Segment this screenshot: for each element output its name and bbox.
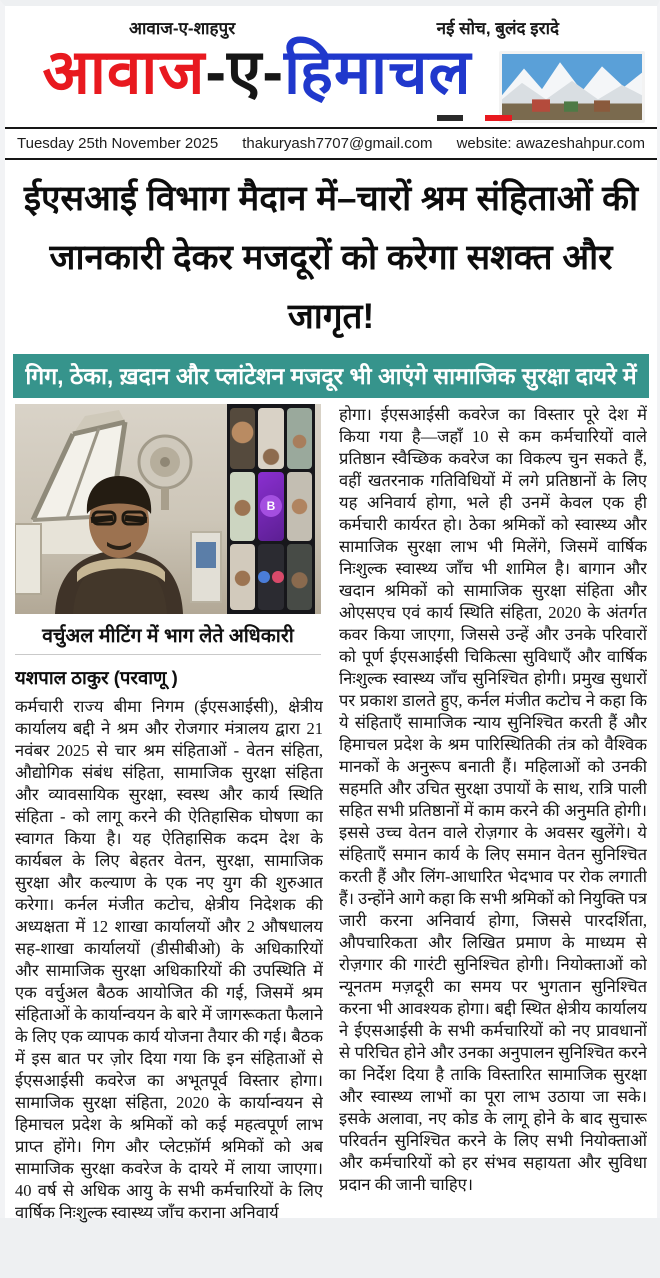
masthead-title-mid: ए	[227, 38, 263, 107]
virtual-meeting-photo	[15, 404, 321, 614]
participant-tile-avatar	[258, 472, 283, 541]
tagline-right: नई सोच, बुलंद इरादे	[436, 19, 559, 38]
masthead	[5, 6, 657, 123]
masthead-title-red: आवाज	[42, 38, 206, 107]
article-text-right: होगा। ईएसआईसी कवरेज का विस्तार पूरे देश में किया गया है—जहाँ 10 से कम कर्मचारियों वाले प्रतिष्ठान स्वैच्छिक कवरेज का विकल्प चुन सकते हैं, वहीं खतरनाक गतिविधियों में लगे प्रतिष्ठानों के लिए यह अनिवार्य होगा, भले ही उनमें केवल एक ही कर्मचारी कार्यरत हो। ठेका श्रमिकों को स्वास्थ्य और सामाजिक सुरक्षा लाभ भी मिलेंगे, जिसमें वार्षिक निःशुल्क स्वास्थ्य जाँच भी शामिल है। बागान और खदान श्रमिकों को सामाजिक सुरक्षा संहिता और ओएसएच एवं कार्य स्थिति संहिता, 2020 के अंतर्गत कवर किया जाएगा, जिससे उन्हें और उनके परिवारों को पूर्ण ईएसआईसी चिकित्सा सुविधाएँ और वार्षिक निःशुल्क स्वास्थ्य जाँच सुनिश्चित होगी। प्रमुख सुधारों पर प्रकाश डालते हुए, कर्नल मंजीत कटोच ने कहा कि ये संहिताएँ सामाजिक न्याय सुनिश्चित करती हैं और हिमाचल प्रदेश के श्रम पारिस्थितिकी तंत्र को वैश्विक मानकों के अनुरूप बनाती हैं। महिलाओं को उनकी सहमति और उचित सुरक्षा उपायों के साथ, रात्रि पाली सहित सभी प्रतिष्ठानों में काम करने की अनुमति होगी। इससे उच्च वेतन वाले रोज़गार के अवसर खुलेंगे। ये संहिताएँ समान कार्य के लिए समान वेतन सुनिश्चित करती हैं और लिंग-आधारित भेदभाव पर रोक लगाती हैं। उन्होंने आगे कहा कि सभी श्रमिकों को नियुक्ति पत्र जारी करना अनिवार्य होगा, जिससे पारदर्शिता, औपचारिकता और लिखित प्रमाण के माध्यम से रोज़गार की गारंटी सुनिश्चित होगी। नियोक्ताओं को न्यूनतम मज़दूरी का समय पर भुगतान सुनिश्चित करना भी आवश्यक होगा। बद्दी स्थित क्षेत्रीय कार्यालय ने ईएसआईसी के सभी कर्मचारियों को नए प्रावधानों से परिचित होने और उनका अनुपालन सुनिश्चित करने का निर्देश दिया है ताकि विस्तारित सामाजिक सुरक्षा और स्वास्थ्य लाभों का पूरा लाभ उठाया जा सके। इसके अलावा, नए कोड के लागू होने के बाद सुचारू परिवर्तन सुनिश्चित करने के लिए सभी नियोक्ताओं और कर्मचारियों को हर संभव सहायता और सुविधा प्रदान की जानी चाहिए।	[339, 405, 647, 1195]
black-dash	[437, 115, 463, 121]
masthead-title-sep1: -	[205, 38, 228, 107]
left-column	[15, 404, 323, 1270]
participant-dot	[272, 571, 284, 583]
participant-tile	[287, 472, 312, 541]
video-conference-grid	[227, 404, 315, 614]
masthead-title-blue: हिमाचल	[283, 38, 472, 107]
masthead-title-sep2: -	[262, 38, 284, 107]
info-bar	[5, 127, 657, 160]
article-body	[5, 398, 657, 1278]
headline-line2: जानकारी देकर मजदूरों को करेगा सशक्त और जागृत!	[49, 237, 613, 336]
red-dash	[485, 115, 512, 121]
participant-tile	[230, 472, 255, 541]
main-headline	[5, 160, 657, 352]
news-photo-figure	[15, 404, 323, 655]
masthead-mountain-image	[499, 51, 645, 123]
byline: यशपाल ठाकुर (परवाणू )	[15, 667, 178, 689]
masthead-main	[11, 39, 651, 123]
avatar: B	[260, 495, 282, 517]
more-participants-tile	[258, 544, 283, 610]
mountain-illustration	[502, 54, 642, 120]
tagline-left: आवाज-ए-शाहपुर	[129, 19, 236, 38]
contact-email: thakuryash7707@gmail.com	[242, 135, 433, 152]
article-text-left: कर्मचारी राज्य बीमा निगम (ईएसआईसी), क्षेत्रीय कार्यालय बद्दी ने श्रम और रोजगार मंत्रालय द्वारा 21 नवंबर 2025 से चार श्रम संहिताओं - वेतन संहिता, औद्योगिक संबंध संहिता, सामाजिक सुरक्षा संहिता और व्यावसायिक सुरक्षा, स्वस्थ और कार्य स्थिति संहिता - को लागू करने की ऐतिहासिक घोषणा का स्वागत किया है। यह ऐतिहासिक कदम देश के कार्यबल के लिए बेहतर वेतन, सुरक्षा, सामाजिक सुरक्षा और कल्याण के एक नए युग की शुरुआत करेगा। कर्नल मंजीत कटोच, क्षेत्रीय निदेशक की अध्यक्षता में 12 शाखा कार्यालयों और 2 औषधालय सह-शाखा कार्यालयों (डीसीबीओ) के अधिकारियों और सामाजिक सुरक्षा अधिकारियों की उपस्थिति में एक वर्चुअल बैठक आयोजित की गई, जिसमें श्रम संहिताओं के कार्यान्वयन के बारे में जागरूकता फैलाने के लिए एक व्यापक कार्य योजना तैयार की गई। बैठक में इस बात पर ज़ोर दिया गया कि इन संहिताओं से ईएसआईसी कवरेज का अभूतपूर्व विस्तार होगा। सामाजिक सुरक्षा संहिता, 2020 के कार्यान्वयन से हिमाचल प्रदेश के श्रमिकों को कई महत्वपूर्ण लाभ प्राप्त होंगे। गिग और प्लेटफ़ॉर्म श्रमिकों को अब सामाजिक सुरक्षा कवरेज के दायरे में लाया जाएगा। 40 वर्ष से अधिक आयु के सभी कर्मचारियों के लिए वार्षिक निःशुल्क स्वास्थ्य जाँच कराना अनिवार्य	[15, 697, 323, 1223]
room-scene	[15, 404, 227, 614]
headline-line1: ईएसआई विभाग मैदान में–चारों श्रम संहिताओं की	[23, 179, 639, 218]
participant-dot	[258, 571, 270, 583]
right-column	[339, 404, 647, 1270]
participant-tile	[287, 408, 312, 468]
sub-headline-band: गिग, ठेका, ख़दान और प्लांटेशन मजदूर भी आएंगे सामाजिक सुरक्षा दायरे में	[13, 354, 649, 398]
masthead-title	[15, 38, 499, 107]
masthead-taglines	[11, 14, 651, 39]
participant-tile	[230, 408, 255, 468]
issue-date: Tuesday 25th November 2025	[17, 135, 219, 152]
photo-caption: वर्चुअल मीटिंग में भाग लेते अधिकारी	[15, 614, 321, 655]
participant-tile	[258, 408, 283, 468]
participant-tile	[230, 544, 255, 610]
participant-tile	[287, 544, 312, 610]
masthead-underline-dashes	[437, 115, 512, 121]
website-url: website: awazeshahpur.com	[456, 135, 645, 152]
